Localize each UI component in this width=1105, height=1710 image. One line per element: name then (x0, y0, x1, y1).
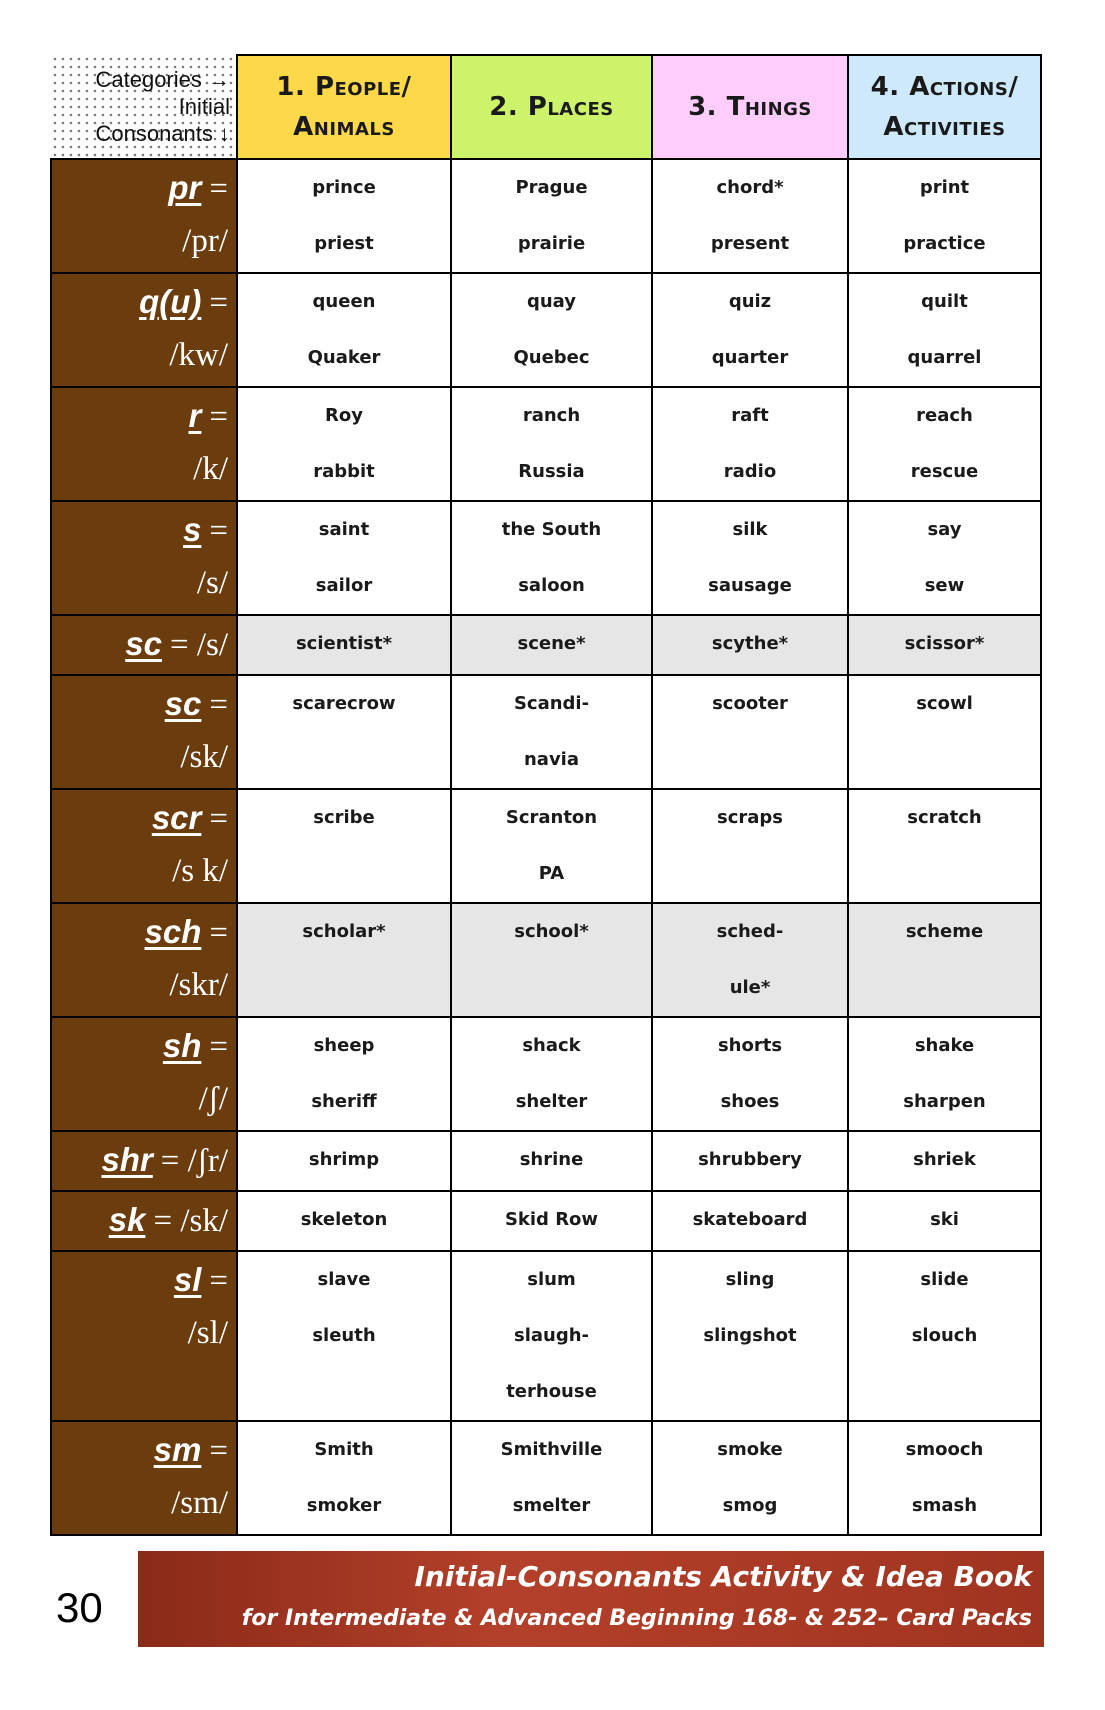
word-entry: shake (914, 1035, 975, 1056)
phoneme: /s/ (196, 627, 228, 663)
word-entry: scooter (712, 693, 788, 714)
word-cell (652, 1017, 848, 1131)
word-entry: Roy (325, 405, 363, 426)
word-cell (652, 789, 848, 903)
word-cell (652, 903, 848, 1017)
table-row (51, 1017, 1041, 1131)
word-entry: smooch (905, 1439, 984, 1460)
word-entry: rescue (910, 461, 979, 482)
word-entry: sausage (708, 575, 792, 596)
word-entry: scratch (907, 807, 982, 828)
equals-sign: = (209, 1029, 228, 1065)
word-cell (652, 501, 848, 615)
word-entry: skeleton (300, 1209, 388, 1230)
word-entry: smelter (512, 1495, 591, 1516)
word-entry: sleuth (312, 1325, 376, 1346)
word-cell (237, 1251, 451, 1421)
spelling-pattern: sl (173, 1261, 202, 1298)
consonant-label (51, 1421, 237, 1535)
word-entry: skateboard (692, 1209, 808, 1230)
page-number: 30 (56, 1584, 103, 1631)
spelling-pattern: sm (153, 1431, 202, 1468)
word-entry: scissor* (904, 633, 985, 654)
word-cell (237, 387, 451, 501)
word-entry: scheme (905, 921, 984, 942)
word-entry: scythe* (711, 633, 789, 654)
word-cell (652, 1191, 848, 1251)
category-header-people-animals: 1. People/ Animals (237, 55, 451, 159)
equals-sign: = (160, 1143, 180, 1179)
spelling-pattern: sc (125, 625, 162, 662)
word-entry: scowl (916, 693, 973, 714)
table-row (51, 1131, 1041, 1191)
word-cell (451, 387, 652, 501)
word-entry: Smith (314, 1439, 374, 1460)
word-entry: Quaker (307, 347, 381, 368)
word-cell (451, 903, 652, 1017)
spelling-pattern: sk (108, 1201, 146, 1238)
corner-line-categories: Categories → (95, 67, 230, 92)
word-entry: priest (314, 233, 374, 254)
word-cell (237, 789, 451, 903)
word-entry: smash (911, 1495, 978, 1516)
word-entry: Smithville (500, 1439, 603, 1460)
table-row (51, 501, 1041, 615)
phoneme: /pr/ (182, 223, 228, 259)
word-entry: scene* (517, 633, 586, 654)
word-cell (848, 387, 1041, 501)
word-entry: shrine (519, 1149, 584, 1170)
word-entry: smoke (717, 1439, 783, 1460)
word-entry: present (710, 233, 790, 254)
word-cell (848, 1131, 1041, 1191)
spelling-pattern: s (183, 511, 202, 548)
word-entry: Scranton (505, 807, 598, 828)
word-cell (451, 501, 652, 615)
spelling-pattern: sh (162, 1027, 202, 1064)
word-entry: slide (920, 1269, 969, 1290)
word-cell (848, 1251, 1041, 1421)
word-entry: scribe (313, 807, 375, 828)
word-entry: quarrel (907, 347, 982, 368)
word-cell (848, 903, 1041, 1017)
word-entry: ranch (522, 405, 581, 426)
equals-sign: = (153, 1203, 173, 1239)
phoneme: /ʃ/ (198, 1081, 228, 1117)
word-cell (652, 1251, 848, 1421)
word-entry: slave (317, 1269, 371, 1290)
phoneme: /sk/ (180, 739, 228, 775)
word-cell (652, 387, 848, 501)
equals-sign: = (209, 915, 228, 951)
consonant-table (50, 54, 1042, 1536)
word-entry: shrimp (308, 1149, 380, 1170)
word-cell (652, 1131, 848, 1191)
corner-line-consonants: Consonants ↓ (95, 121, 230, 146)
table-row (51, 675, 1041, 789)
word-cell (652, 615, 848, 675)
spelling-pattern: scr (151, 799, 202, 836)
consonant-label (51, 903, 237, 1017)
word-cell (848, 675, 1041, 789)
word-entry: shoes (720, 1091, 780, 1112)
word-entry: practice (903, 233, 986, 254)
word-cell (237, 1191, 451, 1251)
word-entry: shelter (515, 1091, 588, 1112)
word-entry: quiz (728, 291, 772, 312)
header-row (51, 55, 1041, 159)
word-cell (848, 1191, 1041, 1251)
consonant-label (51, 501, 237, 615)
table-row (51, 789, 1041, 903)
word-entry: say (927, 519, 962, 540)
word-entry: sailor (315, 575, 373, 596)
phoneme: /s/ (196, 565, 228, 601)
word-entry: chord* (716, 177, 784, 198)
word-entry: queen (312, 291, 376, 312)
word-entry: quay (526, 291, 577, 312)
phoneme: /kw/ (169, 337, 228, 373)
word-cell (652, 675, 848, 789)
consonant-label (51, 1191, 237, 1251)
corner-legend (51, 55, 237, 159)
word-entry: PA (538, 863, 565, 884)
consonant-label (51, 387, 237, 501)
equals-sign: = (209, 687, 228, 723)
corner-line-initial: Initial (178, 94, 230, 119)
word-entry: the South (501, 519, 602, 540)
consonant-label (51, 273, 237, 387)
table-row (51, 1251, 1041, 1421)
spelling-pattern: sch (144, 913, 202, 950)
word-entry: quarter (711, 347, 789, 368)
equals-sign: = (209, 1263, 228, 1299)
spelling-pattern: q(u) (139, 283, 202, 320)
word-entry: terhouse (506, 1381, 597, 1402)
category-header-actions-activities: 4. Actions/ Activities (848, 55, 1041, 159)
word-cell (451, 1131, 652, 1191)
word-entry: sharpen (903, 1091, 986, 1112)
word-cell (848, 273, 1041, 387)
phoneme: /sm/ (171, 1485, 228, 1521)
word-entry: slaugh- (513, 1325, 589, 1346)
word-entry: saint (318, 519, 370, 540)
footer-subtitle: for Intermediate & Advanced Beginning 168- & 252– Card Packs (241, 1606, 1032, 1631)
equals-sign: = (209, 513, 228, 549)
consonant-label (51, 615, 237, 675)
word-entry: print (919, 177, 970, 198)
word-entry: Russia (518, 461, 585, 482)
word-cell (451, 675, 652, 789)
word-entry: smoker (306, 1495, 382, 1516)
word-cell (451, 789, 652, 903)
word-cell (451, 1017, 652, 1131)
word-entry: raft (731, 405, 769, 426)
phoneme: /sl/ (187, 1315, 228, 1351)
word-cell (237, 1017, 451, 1131)
equals-sign: = (209, 285, 228, 321)
word-cell (848, 501, 1041, 615)
equals-sign: = (209, 171, 228, 207)
word-entry: ule* (729, 977, 771, 998)
word-entry: scraps (716, 807, 783, 828)
word-entry: navia (523, 749, 579, 770)
word-cell (848, 1421, 1041, 1535)
word-cell (237, 273, 451, 387)
word-entry: silk (732, 519, 768, 540)
word-cell (848, 789, 1041, 903)
word-entry: Prague (515, 177, 588, 198)
phoneme: /skr/ (169, 967, 228, 1003)
word-entry: Scandi- (513, 693, 590, 714)
word-cell (237, 1421, 451, 1535)
footer-title: Initial-Consonants Activity & Idea Book (414, 1560, 1032, 1593)
spelling-pattern: pr (168, 169, 202, 206)
word-entry: smog (722, 1495, 778, 1516)
word-entry: radio (723, 461, 777, 482)
word-entry: scarecrow (292, 693, 396, 714)
word-cell (237, 615, 451, 675)
word-entry: slouch (911, 1325, 978, 1346)
equals-sign: = (209, 1433, 228, 1469)
category-header-things: 3. Things (652, 55, 848, 159)
word-cell (848, 615, 1041, 675)
consonant-label (51, 159, 237, 273)
spelling-pattern: shr (101, 1141, 153, 1178)
equals-sign: = (209, 399, 228, 435)
consonant-label (51, 1131, 237, 1191)
word-entry: sheriff (311, 1091, 377, 1112)
word-entry: school* (514, 921, 589, 942)
equals-sign: = (169, 627, 189, 663)
word-entry: shack (522, 1035, 581, 1056)
phoneme: /sk/ (180, 1203, 228, 1239)
word-entry: rabbit (313, 461, 375, 482)
word-entry: shrubbery (698, 1149, 802, 1170)
spelling-pattern: r (188, 397, 202, 434)
word-entry: prairie (517, 233, 586, 254)
word-cell (652, 159, 848, 273)
word-entry: slum (527, 1269, 576, 1290)
word-entry: shorts (717, 1035, 783, 1056)
word-entry: sched- (716, 921, 784, 942)
word-cell (451, 1421, 652, 1535)
word-cell (848, 1017, 1041, 1131)
word-entry: shriek (913, 1149, 976, 1170)
word-entry: slingshot (703, 1325, 797, 1346)
consonant-label (51, 789, 237, 903)
word-cell (848, 159, 1041, 273)
word-cell (451, 159, 652, 273)
word-entry: scientist* (295, 633, 393, 654)
word-entry: prince (312, 177, 376, 198)
consonant-label (51, 1251, 237, 1421)
phoneme: /ʃr/ (187, 1143, 228, 1179)
consonant-label (51, 1017, 237, 1131)
word-cell (451, 1251, 652, 1421)
word-cell (652, 273, 848, 387)
word-cell (237, 903, 451, 1017)
equals-sign: = (209, 801, 228, 837)
phoneme: /s k/ (172, 853, 228, 889)
table-row (51, 273, 1041, 387)
footer-banner (138, 1551, 1044, 1647)
spelling-pattern: sc (164, 685, 202, 722)
word-entry: saloon (518, 575, 585, 596)
word-cell (237, 1131, 451, 1191)
table-row (51, 387, 1041, 501)
word-cell (451, 1191, 652, 1251)
word-entry: quilt (921, 291, 968, 312)
table-row (51, 903, 1041, 1017)
word-entry: sew (924, 575, 965, 596)
word-entry: sling (725, 1269, 775, 1290)
word-entry: Quebec (513, 347, 590, 368)
table-row (51, 159, 1041, 273)
word-cell (237, 159, 451, 273)
table-row (51, 615, 1041, 675)
table-row (51, 1191, 1041, 1251)
consonant-label (51, 675, 237, 789)
category-header-places: 2. Places (451, 55, 652, 159)
phoneme: /k/ (193, 451, 228, 487)
word-entry: scholar* (302, 921, 386, 942)
word-entry: ski (930, 1209, 959, 1230)
word-entry: sheep (313, 1035, 375, 1056)
table-row (51, 1421, 1041, 1535)
word-cell (451, 273, 652, 387)
word-cell (237, 675, 451, 789)
word-cell (652, 1421, 848, 1535)
word-cell (237, 501, 451, 615)
word-cell (451, 615, 652, 675)
word-entry: reach (916, 405, 973, 426)
word-entry: Skid Row (504, 1209, 599, 1230)
